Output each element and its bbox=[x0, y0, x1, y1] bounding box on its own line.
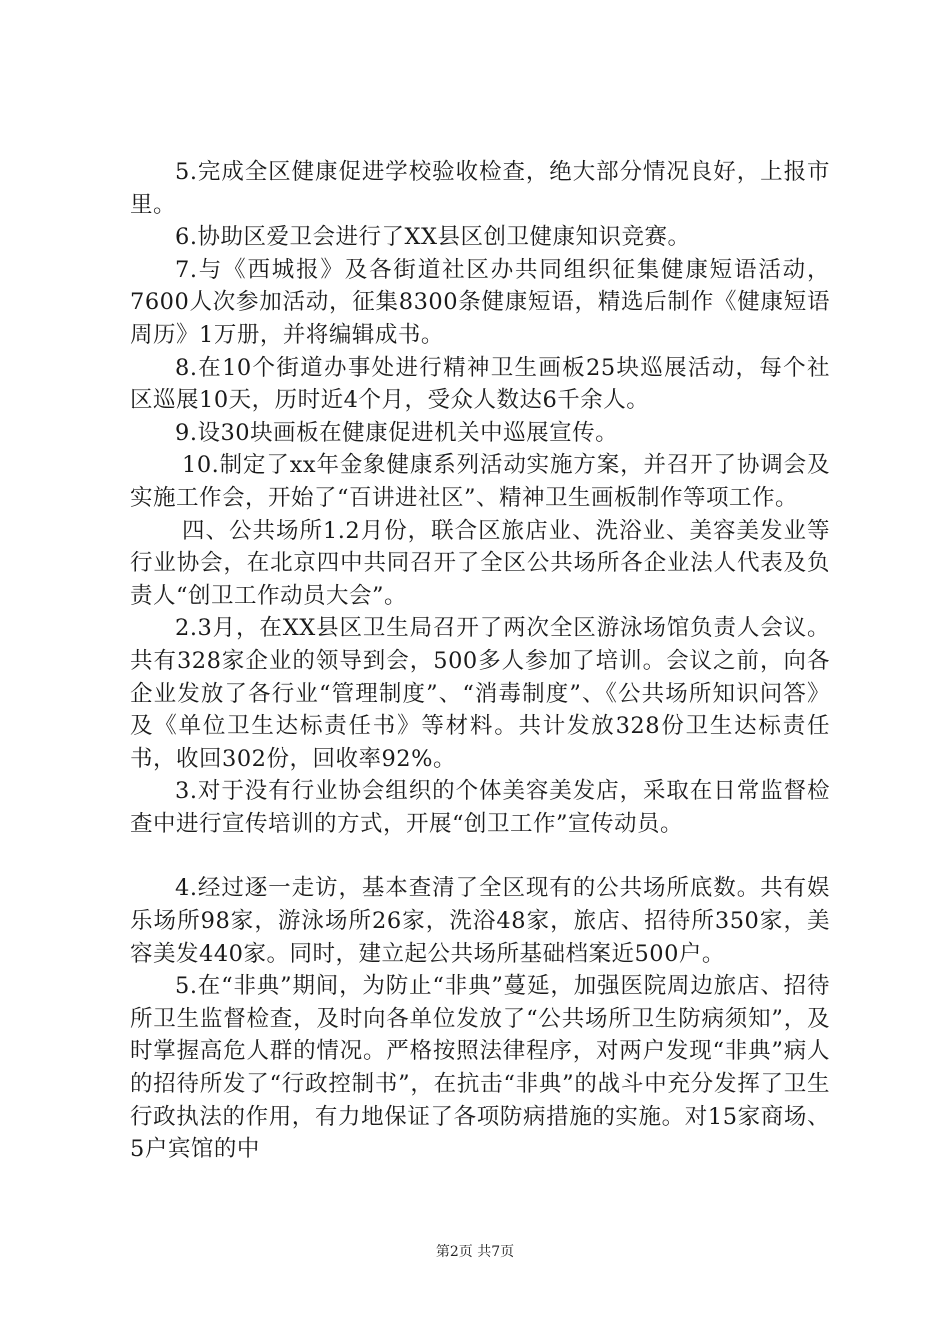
paragraph-public-4: 4.经过逐一走访，基本查清了全区现有的公共场所底数。共有娱乐场所98家，游泳场所26家，洗浴48家，旅店、招待所350家，美容美发440家。同时，建立起公共场所基础档案近500户。 bbox=[130, 875, 830, 967]
paragraph-item-7: 7.与《西城报》及各街道社区办共同组织征集健康短语活动，7600人次参加活动，征集8300条健康短语，精选后制作《健康短语周历》1万册，并将编辑成书。 bbox=[130, 256, 830, 348]
paragraph-item-8: 8.在10个街道办事处进行精神卫生画板25块巡展活动，每个社区巡展10天，历时近4个月，受众人数达6千余人。 bbox=[130, 354, 830, 414]
document-body bbox=[130, 156, 830, 1166]
paragraph-public-5: 5.在“非典”期间，为防止“非典”蔓延，加强医院周边旅店、招待所卫生监督检查，及时向各单位发放了“公共场所卫生防病须知”，及时掌握高危人群的情况。严格按照法律程序，对两户发现“非典”病人的招待所发了“行政控制书”，在抗击“非典”的战斗中充分发挥了卫生行政执法的作用，有力地保证了各项防病措施的实施。对15家商场、5户宾馆的中 bbox=[130, 973, 830, 1163]
paragraph-item-10: 10.制定了xx年金象健康系列活动实施方案，并召开了协调会及实施工作会，开始了“百讲进社区”、精神卫生画板制作等项工作。 bbox=[130, 452, 830, 511]
section-public-places: 四、公共场所1.2月份，联合区旅店业、洗浴业、美容美发业等行业协会，在北京四中共同召开了全区公共场所各企业法人代表及负责人“创卫工作动员大会”。 bbox=[130, 517, 830, 609]
paragraph-item-6: 6.协助区爱卫会进行了XX县区创卫健康知识竞赛。 bbox=[175, 224, 691, 251]
paragraph-public-3: 3.对于没有行业协会组织的个体美容美发店，采取在日常监督检查中进行宣传培训的方式，开展“创卫工作”宣传动员。 bbox=[130, 778, 830, 837]
paragraph-item-5: 5.完成全区健康促进学校验收检查，绝大部分情况良好，上报市里。 bbox=[130, 159, 830, 218]
page-footer: 第2页 共7页 bbox=[435, 1244, 515, 1260]
paragraph-item-9: 9.设30块画板在健康促进机关中巡展宣传。 bbox=[175, 419, 619, 446]
paragraph-public-2: 2.3月，在XX县区卫生局召开了两次全区游泳场馆负责人会议。共有328家企业的领导到会，500多人参加了培训。会议之前，向各企业发放了各行业“管理制度”、“消毒制度”、《公共场所知识问答》及《单位卫生达标责任书》等材料。共计发放328份卫生达标责任书，收回302份，回收率92%。 bbox=[130, 615, 830, 772]
paragraph-spacer bbox=[130, 840, 830, 872]
